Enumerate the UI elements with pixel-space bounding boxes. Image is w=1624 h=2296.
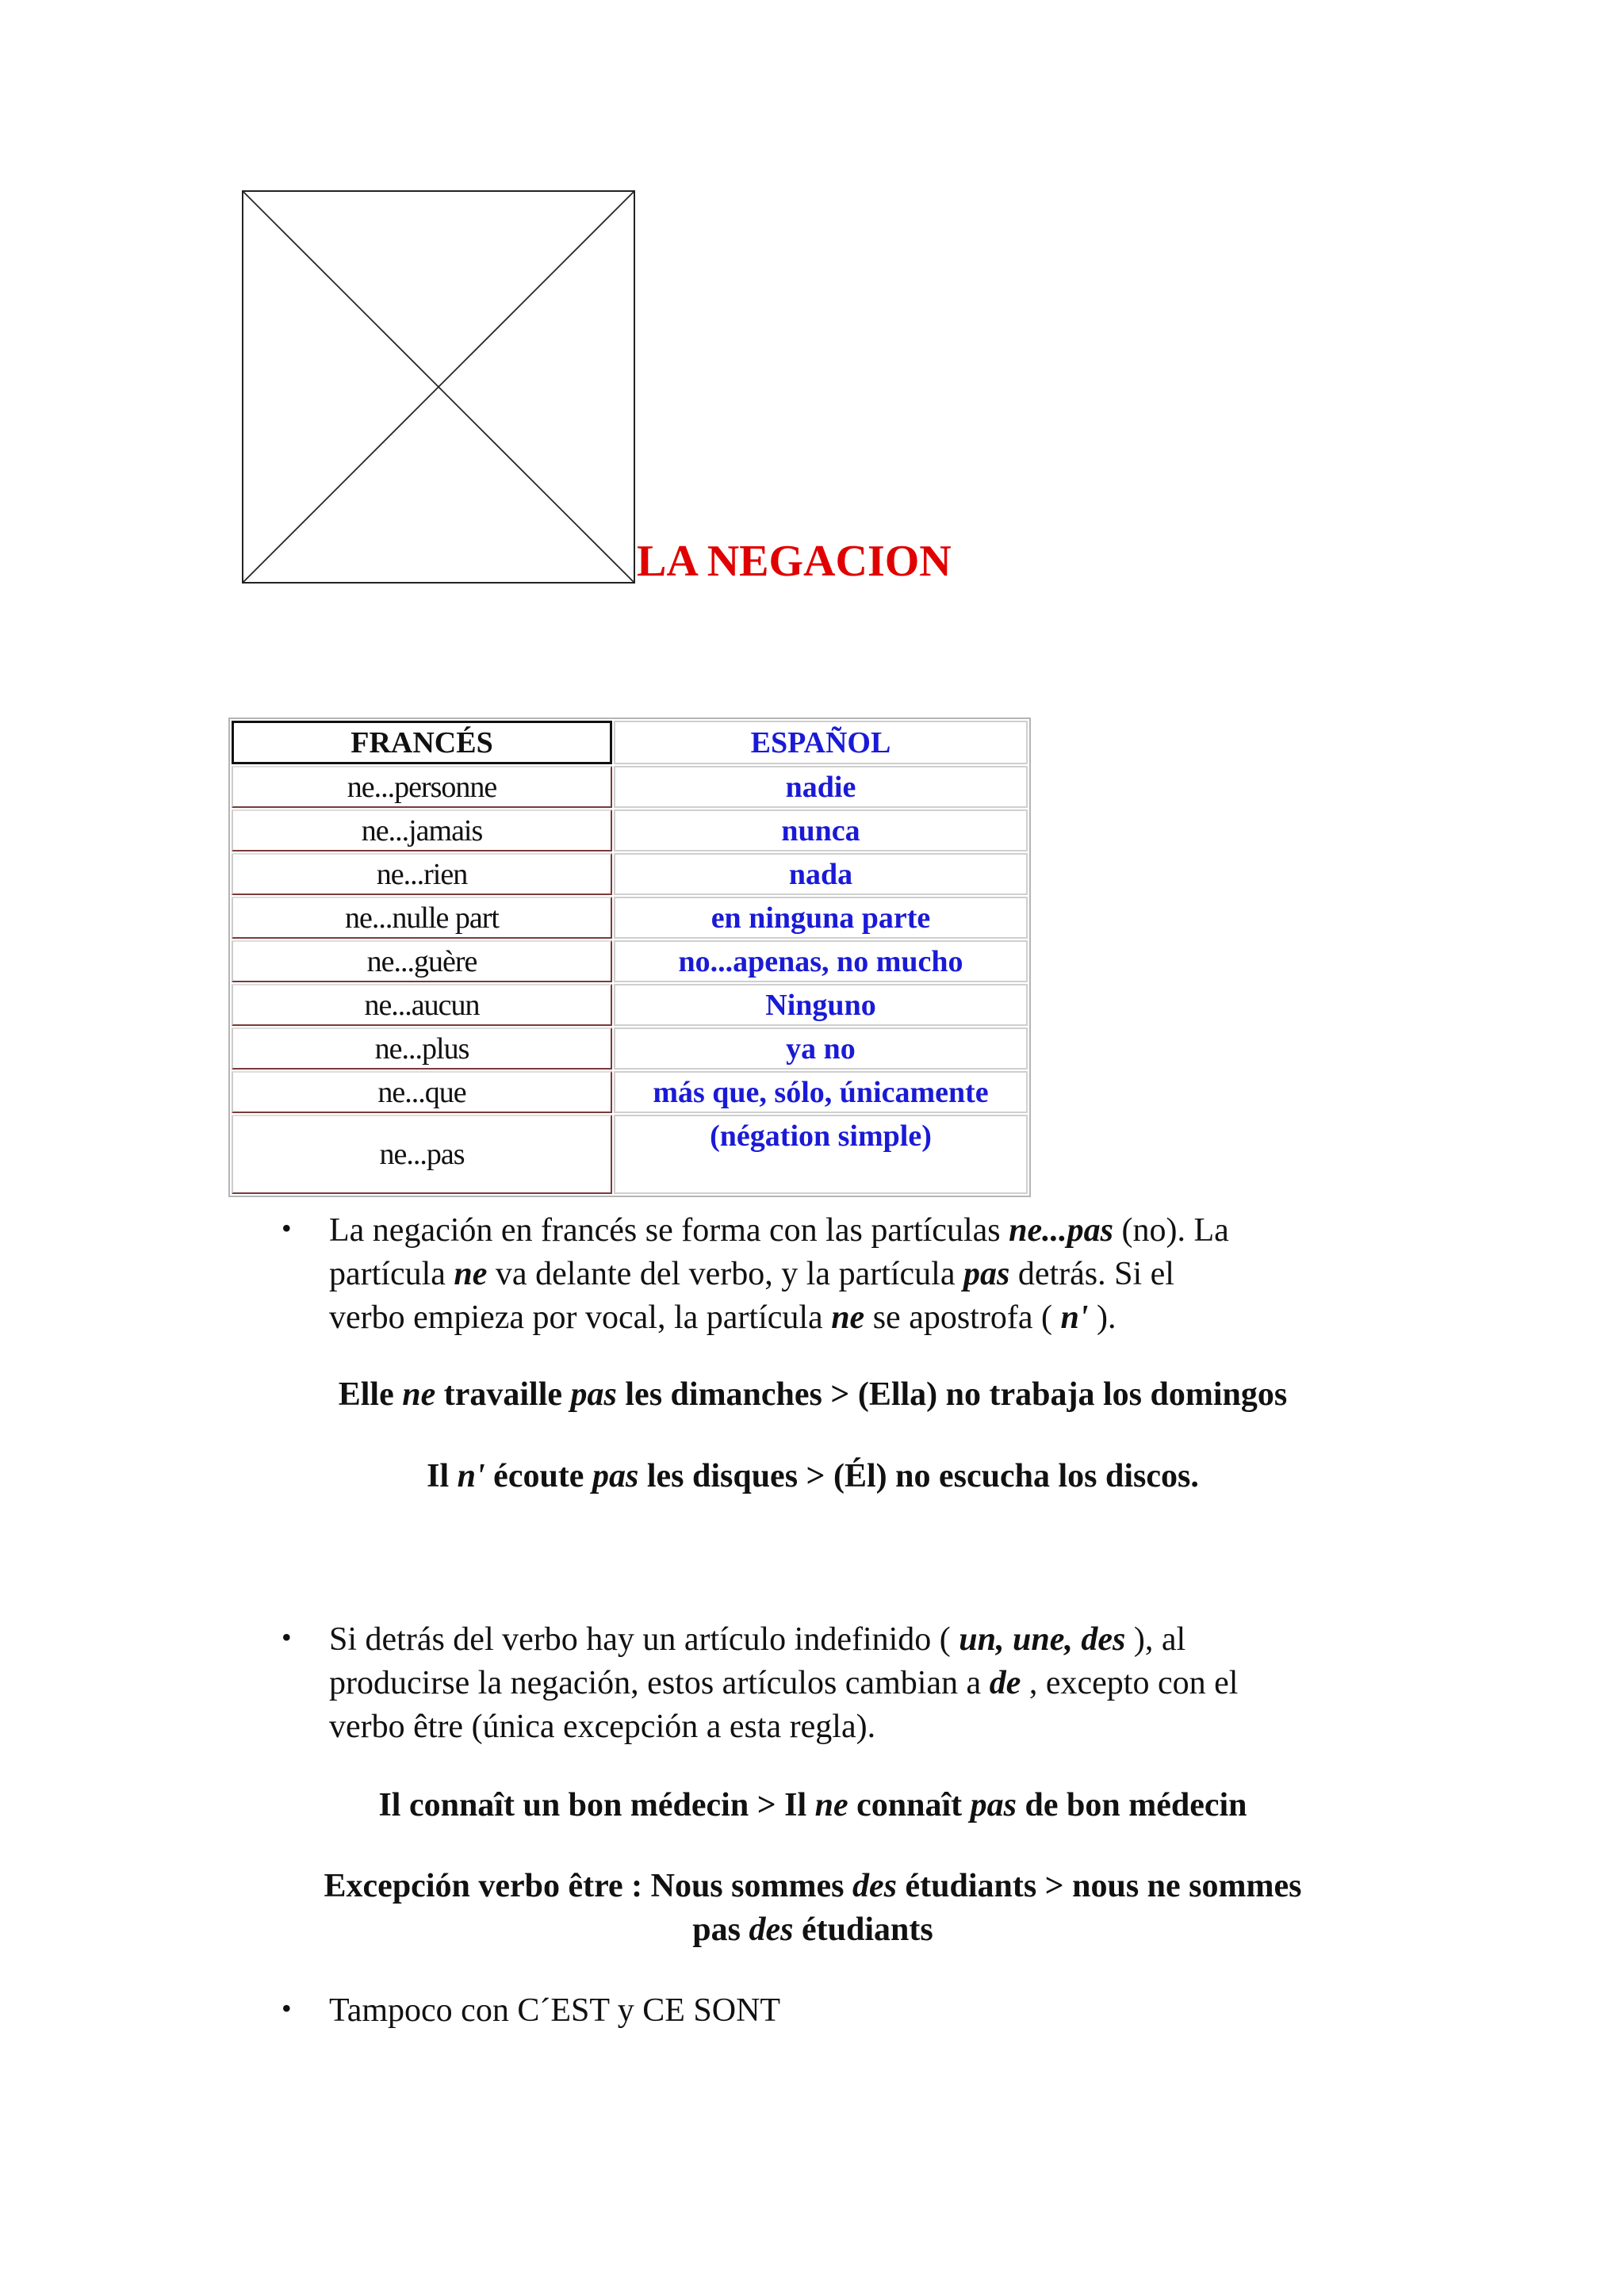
broken-image-icon xyxy=(243,192,634,582)
vocab-table xyxy=(228,718,1031,1197)
cell-es: (négation simple) xyxy=(614,1115,1028,1194)
paragraph-cest-cesont: Tampoco con C´EST y CE SONT xyxy=(329,1992,781,2029)
cell-fr: ne...jamais xyxy=(232,809,612,851)
text-line: producirse la negación, estos artículos cambian a de , excepto con el xyxy=(329,1665,1239,1701)
paragraph-negation-rule xyxy=(329,1209,1360,1340)
image-placeholder xyxy=(242,190,635,584)
cell-fr: ne...aucun xyxy=(232,984,612,1026)
paragraph-indefinite-article xyxy=(329,1618,1360,1749)
text-line: verbo être (única excepción a esta regla). xyxy=(329,1709,876,1745)
cell-fr: ne...guère xyxy=(232,940,612,982)
header-frances: FRANCÉS xyxy=(232,721,612,764)
cell-fr: ne...que xyxy=(232,1071,612,1113)
table-row xyxy=(232,940,1028,982)
table-row xyxy=(232,766,1028,808)
cell-fr: ne...nulle part xyxy=(232,897,612,939)
cell-fr: ne...rien xyxy=(232,853,612,895)
text-line: verbo empieza por vocal, la partícula ne se apostrofa ( n' ). xyxy=(329,1299,1116,1336)
cell-es: en ninguna parte xyxy=(614,897,1028,939)
cell-fr: ne...pas xyxy=(232,1115,612,1194)
cell-fr: ne...plus xyxy=(232,1027,612,1070)
table-header-row xyxy=(232,721,1028,764)
cell-es: Ninguno xyxy=(614,984,1028,1026)
cell-es: nada xyxy=(614,853,1028,895)
table-row xyxy=(232,1071,1028,1113)
text-line: Si detrás del verbo hay un artículo indefinido ( un, une, des ), al xyxy=(329,1621,1186,1658)
example-sentence: Elle ne travaille pas les dimanches > (Ella) no trabaja los domingos xyxy=(338,1376,1288,1413)
text-line: Excepción verbo être : Nous sommes des étudiants > nous ne sommes xyxy=(324,1868,1302,1904)
cell-fr: ne...personne xyxy=(232,766,612,808)
example-sentence: Il n' écoute pas les disques > (Él) no escucha los discos. xyxy=(427,1458,1199,1494)
bullet-icon: • xyxy=(282,1621,292,1653)
table-row xyxy=(232,1027,1028,1070)
bullet-icon: • xyxy=(282,1212,292,1244)
cell-es: nadie xyxy=(614,766,1028,808)
example-exception xyxy=(238,1865,1388,1952)
table-row xyxy=(232,1115,1028,1194)
cell-es: no...apenas, no mucho xyxy=(614,940,1028,982)
page-title: LA NEGACION xyxy=(637,537,952,586)
header-espanol: ESPAÑOL xyxy=(614,721,1028,764)
text-line: pas des étudiants xyxy=(692,1911,933,1948)
table-row xyxy=(232,984,1028,1026)
cell-es: ya no xyxy=(614,1027,1028,1070)
cell-es: nunca xyxy=(614,809,1028,851)
bullet-icon: • xyxy=(282,1992,292,2024)
text-line: La negación en francés se forma con las partículas ne...pas (no). La xyxy=(329,1212,1229,1249)
table-row xyxy=(232,809,1028,851)
cell-es: más que, sólo, únicamente xyxy=(614,1071,1028,1113)
table-row xyxy=(232,853,1028,895)
table-row xyxy=(232,897,1028,939)
example-sentence: Il connaît un bon médecin > Il ne connaît pas de bon médecin xyxy=(378,1787,1247,1823)
text-line: partícula ne va delante del verbo, y la partícula pas detrás. Si el xyxy=(329,1256,1174,1292)
